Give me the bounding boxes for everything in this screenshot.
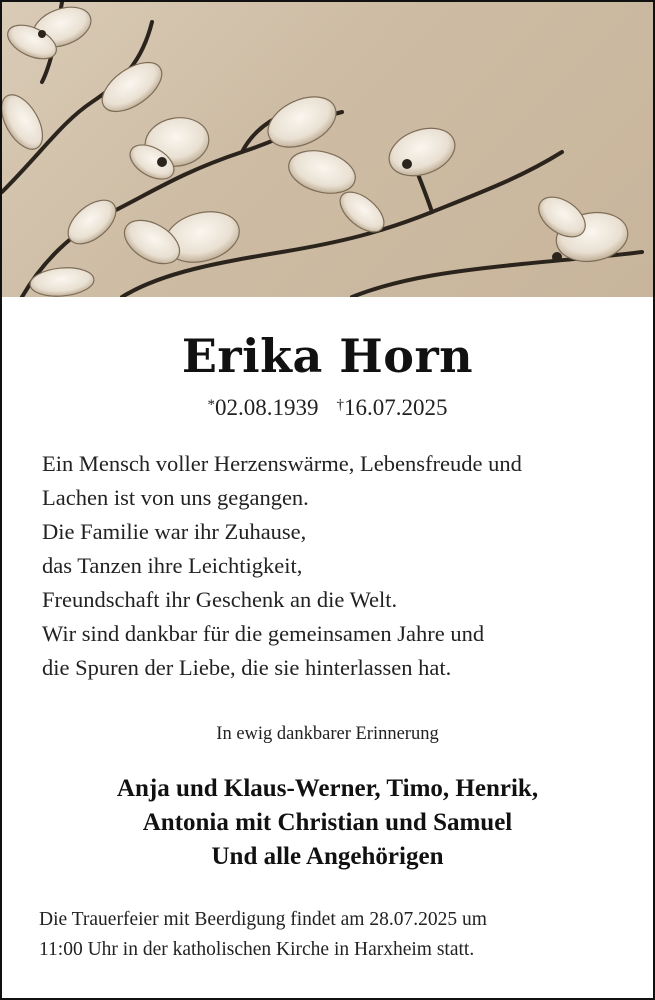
- deceased-name: Erika Horn: [181, 329, 474, 383]
- family-line: Anja und Klaus-Werner, Timo, Henrik,: [116, 775, 539, 802]
- service-line: Die Trauerfeier mit Beerdigung findet am 28.07.2025 um: [39, 909, 487, 930]
- poem-line: die Spuren der Liebe, die sie hinterlassen hat.: [42, 655, 452, 680]
- magnolia-branches-icon: [2, 2, 653, 297]
- poem-line: Freundschaft ihr Geschenk an die Welt.: [42, 587, 398, 612]
- death-date: 16.07.2025: [344, 395, 448, 420]
- poem-line: Lachen ist von uns gegangen.: [42, 485, 309, 510]
- birth-symbol: *: [207, 397, 215, 413]
- life-dates: [2, 395, 653, 421]
- service-line: 11:00 Uhr in der katholischen Kirche in Harxheim statt.: [39, 939, 475, 960]
- poem-line: Wir sind dankbar für die gemeinsamen Jahre und: [42, 621, 485, 646]
- family-line: Und alle Angehörigen: [211, 843, 444, 870]
- magnolia-photo: [2, 2, 653, 297]
- memory-line: In ewig dankbarer Erinnerung: [216, 724, 439, 744]
- poem-line: Die Familie war ihr Zuhause,: [42, 519, 307, 544]
- death-symbol: †: [336, 397, 344, 413]
- family-names: [2, 772, 653, 874]
- birth-date: 02.08.1939: [215, 395, 319, 420]
- poem-line: Ein Mensch voller Herzenswärme, Lebensfreude und: [42, 451, 522, 476]
- poem-text: [42, 447, 642, 685]
- poem-line: das Tanzen ihre Leichtigkeit,: [42, 553, 303, 578]
- funeral-service-info: [39, 905, 639, 965]
- family-line: Antonia mit Christian und Samuel: [142, 809, 513, 836]
